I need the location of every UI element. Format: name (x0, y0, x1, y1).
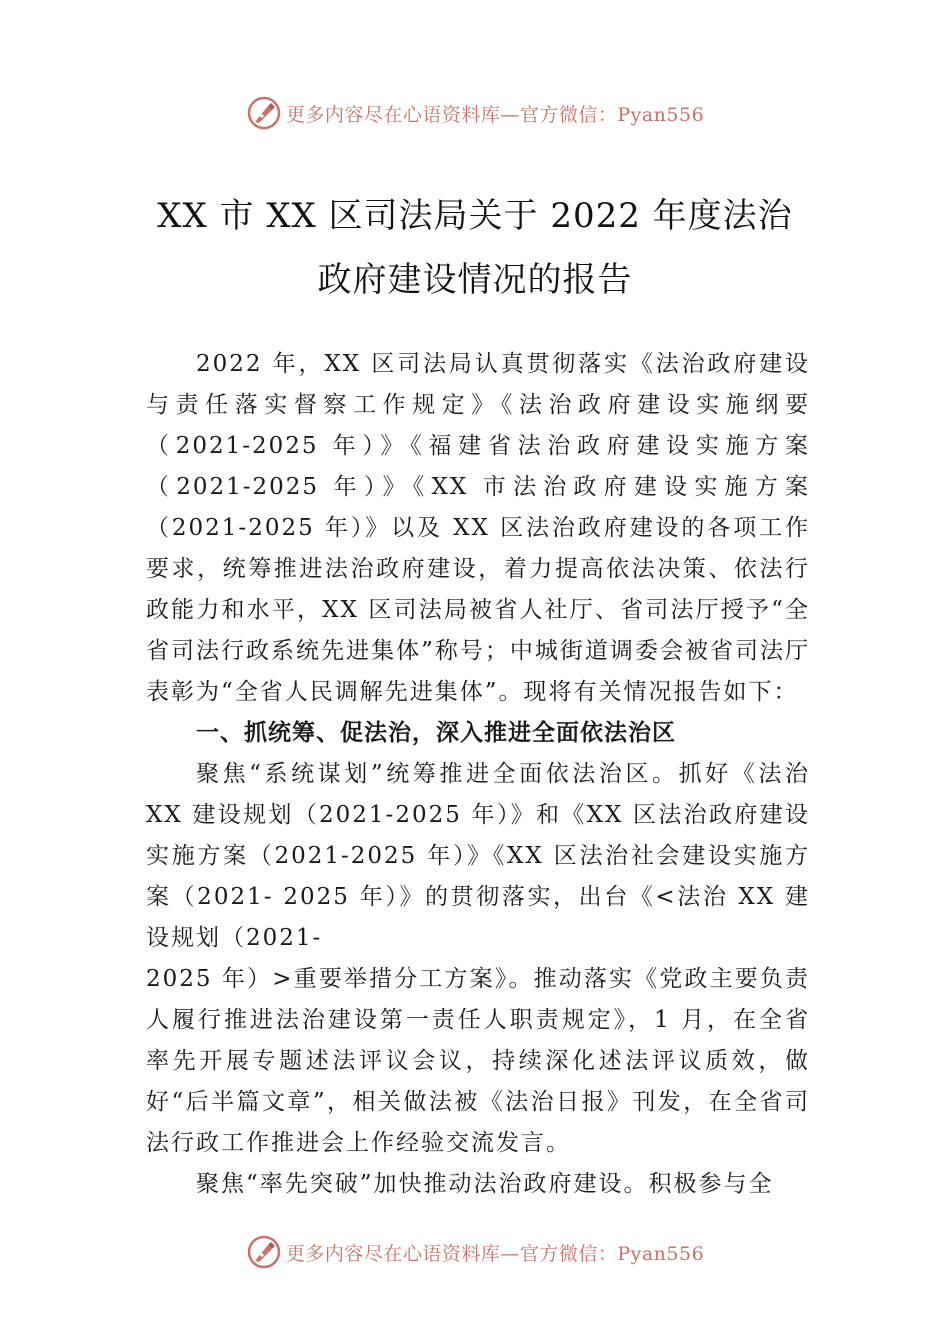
watermark-banner-top (0, 93, 950, 133)
document-body (146, 344, 810, 1205)
watermark-text: 更多内容尽在心语资料库—官方微信：Pyan556 (285, 1242, 705, 1265)
document-title-line-1: XX 市 XX 区司法局关于 2022 年度法治 (157, 196, 793, 236)
paragraph-intro: 2022 年，XX 区司法局认真贯彻落实《法治政府建设与责任落实督察工作规定》《法治政府建设实施纲要（2021-2025 年）》《福建省法治政府建设实施方案（2021-2025 年）》《XX 市法治政府建设实施方案（2021-2025 年）》以及 XX 区法治政府建设的各项工作要求，统筹推进法治政府建设，着力提高依法决策、依法行政能力和水平，XX 区司法局被省人社厅、省司法厅授予“全省司法行政系统先进集体”称号；中城街道调委会被省司法厅表彰为“全省人民调解先进集体”。现将有关情况报告如下： (146, 351, 810, 705)
watermark-banner-bottom (0, 1232, 950, 1272)
section-heading-1: 一、抓统筹、促法治，深入推进全面依法治区 (196, 720, 676, 746)
paragraph-systematic-planning: 聚焦“系统谋划”统筹推进全面依法治区。抓好《法治 XX 建设规划（2021-2025 年）》和《XX 区法治政府建设实施方案（2021-2025 年）》《XX 区法治社会建设实施方案（2021- 2025 年）》的贯彻落实，出台《<法治 XX 建设规划（2021- (146, 761, 810, 951)
pen-nib-logo-icon (246, 95, 282, 131)
paragraph-continuation: 2025 年）>重要举措分工方案》。推动落实《党政主要负责人履行推进法治建设第一责任人职责规定》，1 月，在全省率先开展专题述法评议会议，持续深化述法评议质效，做好“后半篇文章”，相关做法被《法治日报》刊发，在全省司法行政工作推进会上作经验交流发言。 (146, 966, 810, 1156)
paragraph-breakthrough: 聚焦“率先突破”加快推动法治政府建设。积极参与全 (196, 1171, 774, 1197)
watermark-text: 更多内容尽在心语资料库—官方微信：Pyan556 (285, 103, 705, 126)
pen-nib-logo-icon (246, 1234, 282, 1270)
document-title-line-2: 政府建设情况的报告 (317, 260, 633, 300)
